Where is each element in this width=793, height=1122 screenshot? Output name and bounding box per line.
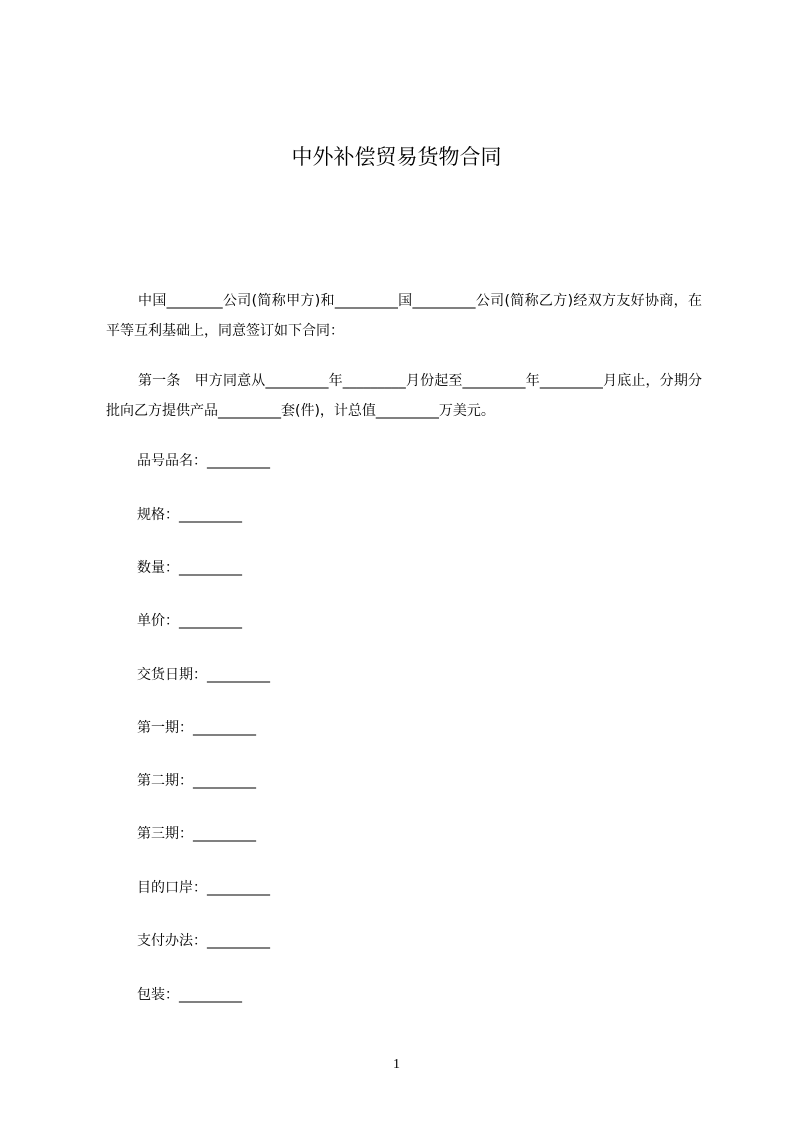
field-phase-2: 第二期：_________ bbox=[137, 773, 256, 789]
field-unit-price: 单价：_________ bbox=[137, 613, 242, 629]
article-1-paragraph: 第一条 甲方同意从_________年_________月份起至_________年_________月底止，分期分批向乙方提供产品_________套(件)，计总值_________万美元。 bbox=[106, 373, 702, 419]
field-specification: 规格：_________ bbox=[137, 507, 242, 523]
field-quantity: 数量：_________ bbox=[137, 560, 242, 576]
field-phase-1: 第一期：_________ bbox=[137, 720, 256, 736]
field-delivery-date: 交货日期：_________ bbox=[137, 667, 270, 683]
field-payment-method: 支付办法：_________ bbox=[137, 933, 270, 949]
field-product-name: 品号品名：_________ bbox=[137, 453, 270, 469]
field-packaging: 包装：_________ bbox=[137, 987, 242, 1003]
page-number: 1 bbox=[393, 1057, 400, 1072]
field-phase-3: 第三期：_________ bbox=[137, 826, 256, 842]
intro-paragraph: 中国________公司(简称甲方)和_________国_________公司(简称乙方)经双方友好协商，在平等互利基础上，同意签订如下合同： bbox=[106, 293, 702, 339]
field-destination-port: 目的口岸：_________ bbox=[137, 880, 270, 896]
document-title: 中外补偿贸易货物合同 bbox=[291, 145, 502, 169]
